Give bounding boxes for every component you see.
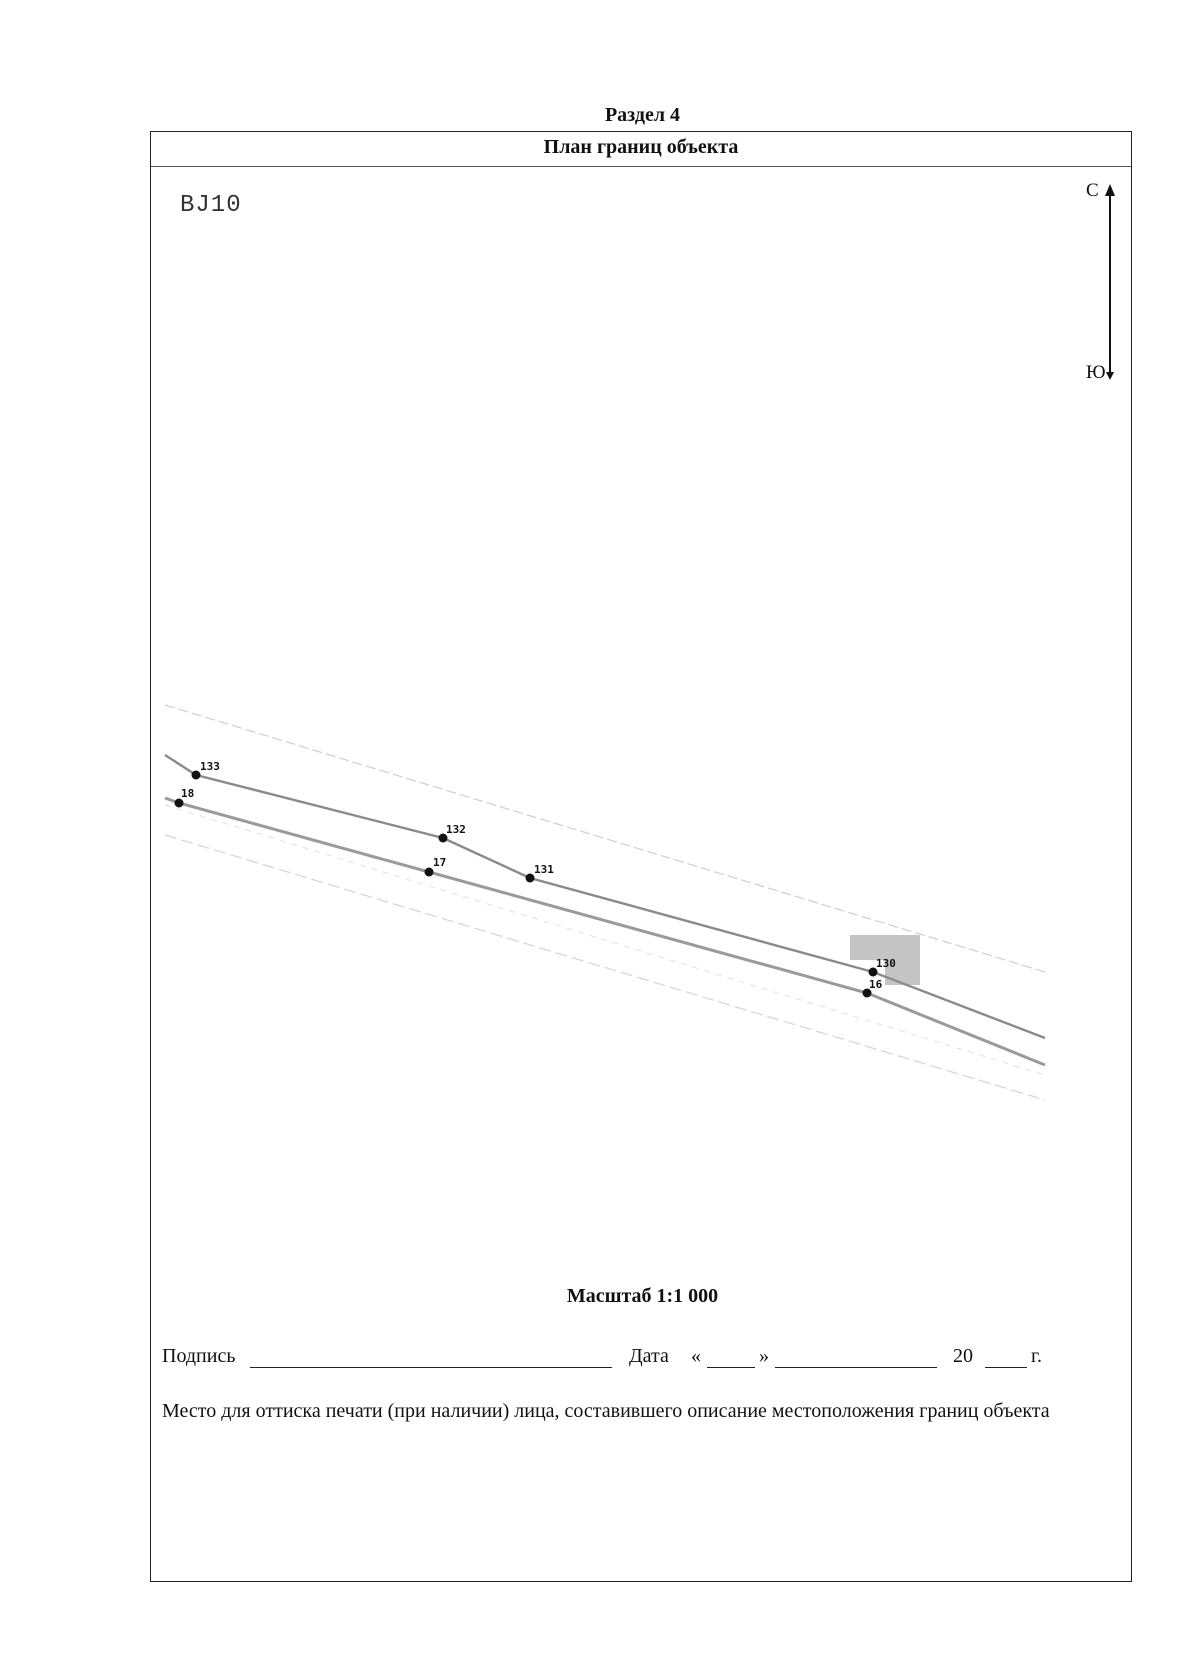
svg-text:16: 16 <box>869 978 883 991</box>
stamp-note: Место для оттиска печати (при наличии) лица, составившего описание местоположения границ объекта <box>162 1400 1050 1422</box>
svg-text:131: 131 <box>534 863 554 876</box>
boundary-point-132 <box>439 823 466 843</box>
signature-label: Подпись <box>162 1345 236 1367</box>
year-field[interactable] <box>985 1345 1027 1368</box>
year-prefix: 20 <box>953 1345 973 1367</box>
section-heading: Раздел 4 <box>604 104 681 126</box>
svg-text:18: 18 <box>181 787 195 800</box>
map-scale: Масштаб 1:1 000 <box>566 1285 719 1307</box>
north-arrow-icon <box>1100 184 1120 380</box>
road-edge-line <box>165 705 1045 972</box>
quote-close: » <box>759 1345 769 1367</box>
compass-north-label: С <box>1086 180 1099 201</box>
month-field[interactable] <box>775 1345 937 1368</box>
svg-text:130: 130 <box>876 957 896 970</box>
date-label: Дата <box>629 1345 669 1367</box>
year-suffix: г. <box>1031 1345 1042 1367</box>
quote-open: « <box>691 1345 701 1367</box>
sheet-code: BJ10 <box>180 192 242 219</box>
svg-text:132: 132 <box>446 823 466 836</box>
signature-row <box>162 1345 1062 1375</box>
page-title: План границ объекта <box>151 132 1131 167</box>
boundary-map <box>150 680 1050 1120</box>
boundary-line-north <box>165 755 1045 1038</box>
svg-text:133: 133 <box>200 760 220 773</box>
day-field[interactable] <box>707 1345 755 1368</box>
compass-south-label: Ю <box>1086 362 1106 383</box>
boundary-line-south <box>165 798 1045 1065</box>
svg-text:17: 17 <box>433 856 447 869</box>
signature-field[interactable] <box>250 1345 612 1368</box>
